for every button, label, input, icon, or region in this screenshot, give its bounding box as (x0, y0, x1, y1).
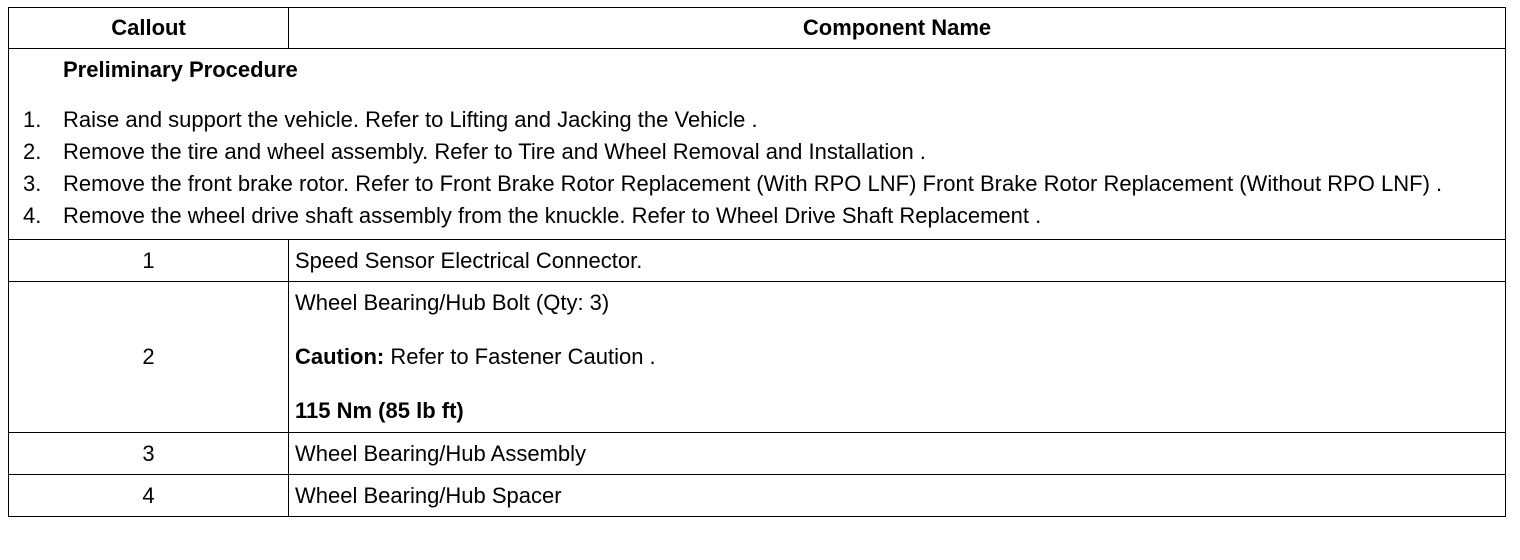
preliminary-row (9, 49, 1506, 240)
list-item (23, 203, 1495, 229)
step-number: 1. (23, 107, 42, 132)
step-text: Remove the wheel drive shaft assembly from the knuckle. Refer to Wheel Drive Shaft Replacement . (63, 203, 1042, 228)
step-text: Remove the front brake rotor. Refer to Front Brake Rotor Replacement (With RPO LNF) Front Brake Rotor Replacement (Without RPO LNF) . (63, 171, 1443, 196)
table-row (9, 433, 1506, 475)
header-callout: Callout (9, 8, 289, 49)
step-number: 2. (23, 139, 42, 164)
component-table (8, 7, 1506, 517)
list-item (23, 171, 1495, 197)
table-row (9, 282, 1506, 433)
spacer (295, 370, 1499, 398)
callout-cell: 3 (9, 433, 289, 475)
preliminary-steps-list (23, 107, 1495, 229)
header-component-name: Component Name (289, 8, 1506, 49)
caution-note (295, 344, 1499, 370)
table-row (9, 240, 1506, 282)
caution-label: Caution: (295, 344, 385, 369)
list-item (23, 139, 1495, 165)
component-name-cell (289, 282, 1506, 433)
torque-spec: 115 Nm (85 lb ft) (295, 398, 464, 423)
callout-cell: 4 (9, 475, 289, 517)
list-item (23, 107, 1495, 133)
step-number: 4. (23, 203, 42, 228)
component-name-cell: Wheel Bearing/Hub Assembly (289, 433, 1506, 475)
callout-cell: 2 (9, 282, 289, 433)
caution-text: Refer to Fastener Caution . (384, 344, 656, 369)
preliminary-procedure-cell (9, 49, 1506, 240)
header-row (9, 8, 1506, 49)
step-text: Raise and support the vehicle. Refer to Lifting and Jacking the Vehicle . (63, 107, 758, 132)
component-name-cell: Wheel Bearing/Hub Spacer (289, 475, 1506, 517)
component-name: Wheel Bearing/Hub Bolt (Qty: 3) (295, 290, 610, 315)
spacer (295, 316, 1499, 344)
step-number: 3. (23, 171, 42, 196)
table-row (9, 475, 1506, 517)
preliminary-procedure-title: Preliminary Procedure (63, 57, 298, 82)
callout-cell: 1 (9, 240, 289, 282)
component-name-cell: Speed Sensor Electrical Connector. (289, 240, 1506, 282)
step-text: Remove the tire and wheel assembly. Refer to Tire and Wheel Removal and Installation . (63, 139, 926, 164)
